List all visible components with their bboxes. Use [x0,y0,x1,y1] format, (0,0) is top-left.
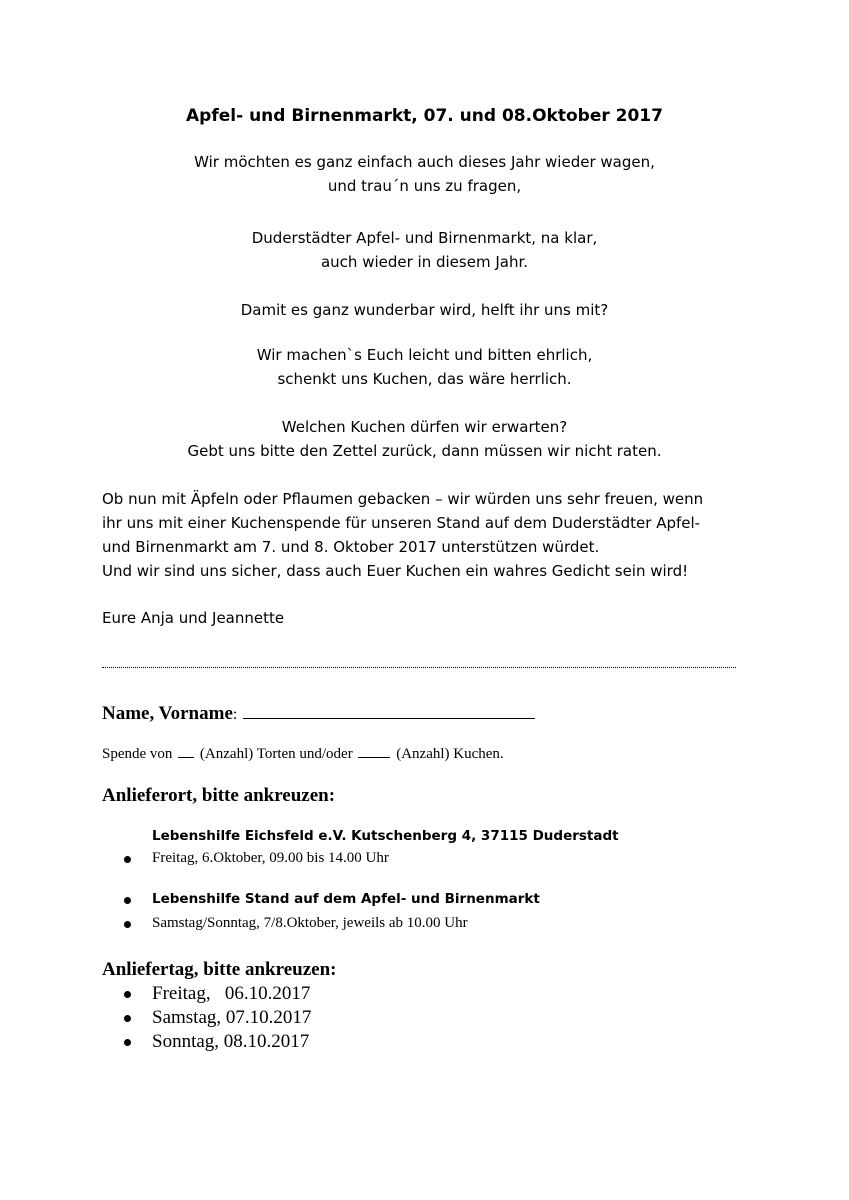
bullet-icon [124,856,131,863]
poem-line: schenkt uns Kuchen, das wäre herrlich. [277,370,572,388]
torten-label: (Anzahl) Torten und/oder [199,746,353,762]
spende-label: Spende von [102,746,173,762]
day-label: Freitag, 06.10.2017 [152,983,311,1004]
poem-line: Damit es ganz wunderbar wird, helft ihr uns mit? [240,301,609,319]
prose-line: und Birnenmarkt am 7. und 8. Oktober 2017 unterstützen würdet. [102,538,600,556]
prose-line: Und wir sind uns sicher, dass auch Euer Kuchen ein wahres Gedicht sein wird! [102,562,689,580]
spende-row [102,744,504,764]
poem-line: auch wieder in diesem Jahr. [320,253,529,271]
poem-stanza-1 [0,150,849,198]
poem-stanza-5 [0,415,849,463]
bullet-icon [124,897,131,904]
bullet-icon [124,991,131,998]
poem-stanza-3 [0,298,849,322]
name-label: Name, Vorname [102,703,233,724]
torten-count-blank[interactable] [178,745,194,758]
prose-paragraph [102,487,782,583]
poem-line: Wir machen`s Euch leicht und bitten ehrlich, [256,346,593,364]
poem-line: Welchen Kuchen dürfen wir erwarten? [281,418,568,436]
name-input-line[interactable] [243,702,535,719]
signature: Eure Anja und Jeannette [102,609,285,627]
cut-line-divider [102,667,736,668]
bullet-icon [124,921,131,928]
poem-line: Duderstädter Apfel- und Birnenmarkt, na klar, [251,229,598,247]
page-title: Apfel- und Birnenmarkt, 07. und 08.Oktober 2017 [186,106,663,126]
kuchen-label: (Anzahl) Kuchen. [396,746,504,762]
poem-line: Wir möchten es ganz einfach auch dieses Jahr wieder wagen, [194,153,655,171]
location-2-time: Samstag/Sonntag, 7/8.Oktober, jeweils ab 10.00 Uhr [152,915,468,931]
poem-line: Gebt uns bitte den Zettel zurück, dann müssen wir nicht raten. [187,442,662,460]
location-1-title: Lebenshilfe Eichsfeld e.V. Kutschenberg 4, 37115 Duderstadt [152,828,619,844]
location-2-title: Lebenshilfe Stand auf dem Apfel- und Birnenmarkt [152,891,540,907]
kuchen-count-blank[interactable] [358,745,390,758]
poem-stanza-4 [0,343,849,391]
name-colon: : [232,706,238,723]
bullet-icon [124,1015,131,1022]
poem-line: und trau´n uns zu fragen, [327,177,522,195]
day-label: Sonntag, 08.10.2017 [152,1031,310,1052]
anlieferort-heading: Anlieferort, bitte ankreuzen: [102,785,336,806]
location-1-time: Freitag, 6.Oktober, 09.00 bis 14.00 Uhr [152,850,389,866]
poem-stanza-2 [0,226,849,274]
prose-line: ihr uns mit einer Kuchenspende für unseren Stand auf dem Duderstädter Apfel- [102,514,701,532]
name-field-row [102,702,535,727]
anliefertag-heading: Anliefertag, bitte ankreuzen: [102,959,337,980]
bullet-icon [124,1039,131,1046]
day-label: Samstag, 07.10.2017 [152,1007,312,1028]
prose-line: Ob nun mit Äpfeln oder Pflaumen gebacken – wir würden uns sehr freuen, wenn [102,490,704,508]
